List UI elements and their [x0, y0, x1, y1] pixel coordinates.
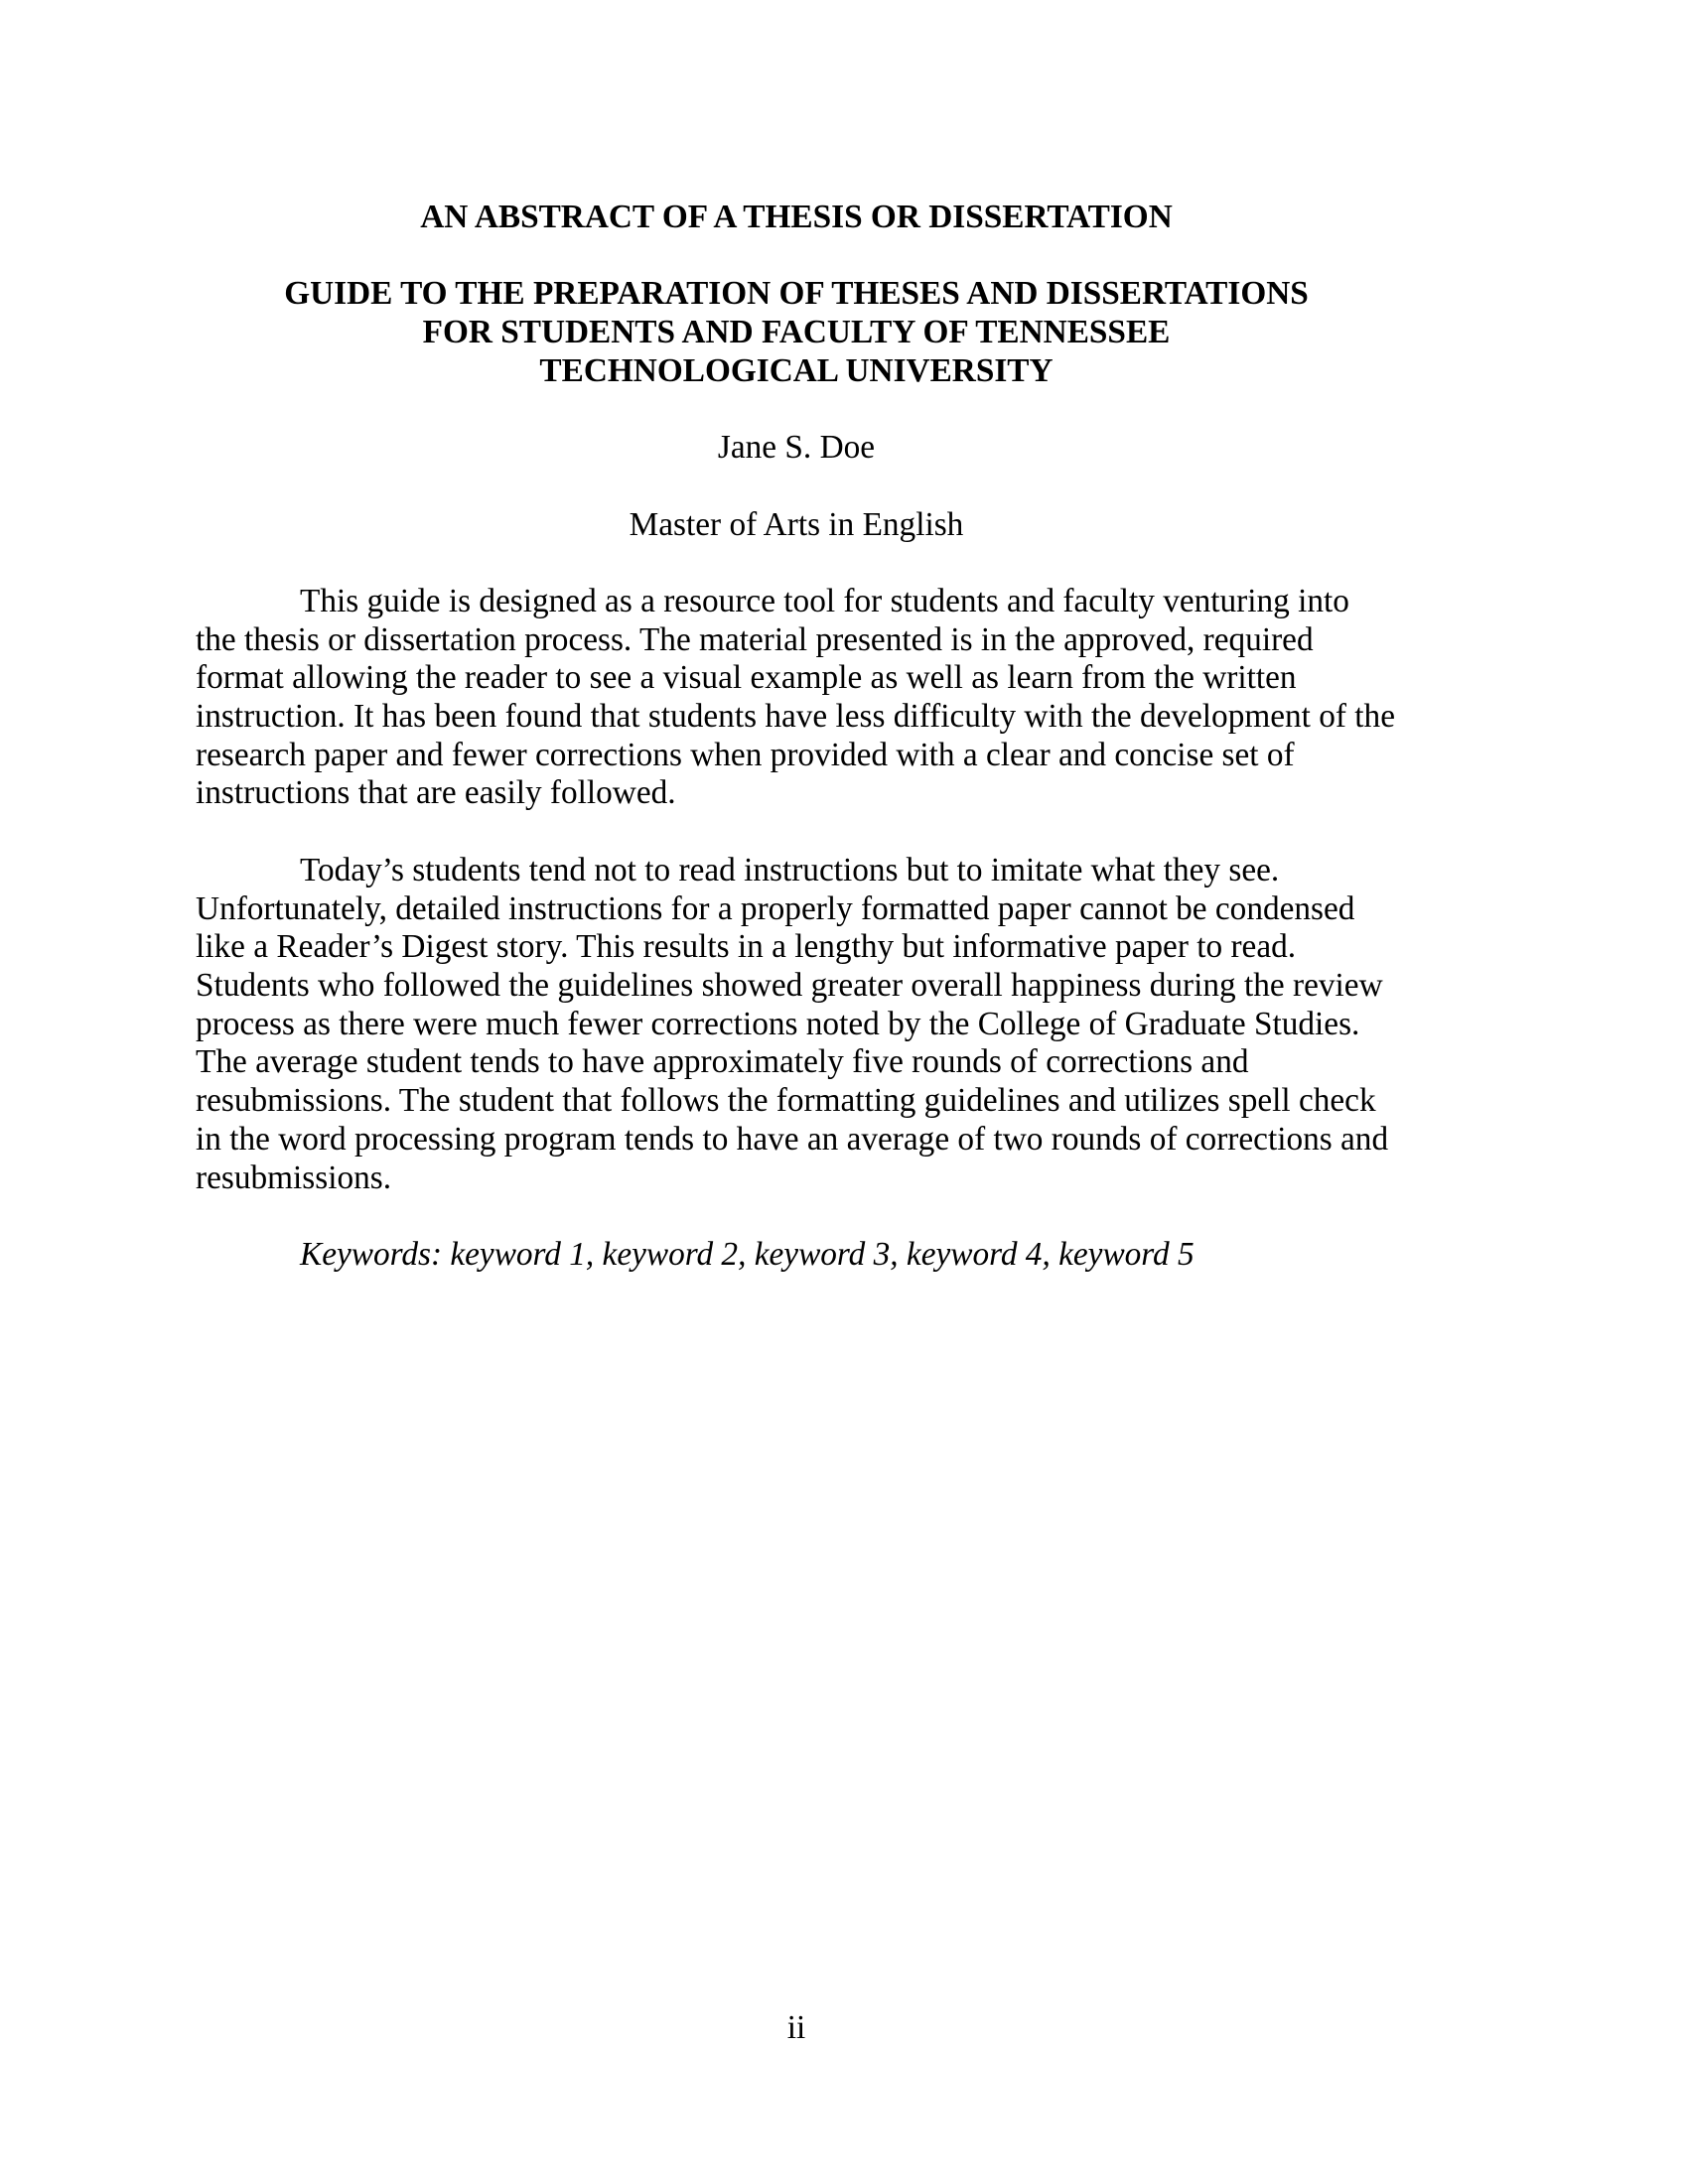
keywords-line: Keywords: keyword 1, keyword 2, keyword 3, keyword 4, keyword 5 — [300, 1235, 1195, 1273]
page-number: ii — [786, 2009, 806, 2046]
degree-name: Master of Arts in English — [629, 505, 964, 543]
abstract-paragraph-2: Today’s students tend not to read instructions but to imitate what they see. Unfortunately, detailed instructions for a properly formatted paper cannot be condensed like a Reader’s Digest story. This results in a lengthy but informative paper to read. Students who followed the guidelines showed greater overall happiness during the review process as there were much fewer corrections noted by the College of Graduate Studies. The average student tends to have approximately five rounds of corrections and resubmissions. The student that follows the formatting guidelines and utilizes spell check in the word processing program tends to have an average of two rounds of corrections and resubmissions. — [196, 851, 1389, 1196]
thesis-title — [196, 275, 1397, 390]
thesis-title-line-3: TECHNOLOGICAL UNIVERSITY — [539, 351, 1054, 389]
thesis-title-line-1: GUIDE TO THE PREPARATION OF THESES AND DISSERTATIONS — [284, 275, 1309, 313]
abstract-content — [196, 199, 1397, 1275]
abstract-paragraph-1: This guide is designed as a resource tool for students and faculty venturing into the thesis or dissertation process. The material presented is in the approved, required format allowing the reader to see a visual example as well as learn from the written instruction. It has been found that students have less difficulty with the development of the research paper and fewer corrections when provided with a clear and concise set of instructions that are easily followed. — [196, 582, 1395, 812]
author-name: Jane S. Doe — [717, 429, 876, 467]
thesis-title-line-2: FOR STUDENTS AND FACULTY OF TENNESSEE — [422, 314, 1171, 351]
abstract-heading: AN ABSTRACT OF A THESIS OR DISSERTATION — [420, 199, 1173, 235]
